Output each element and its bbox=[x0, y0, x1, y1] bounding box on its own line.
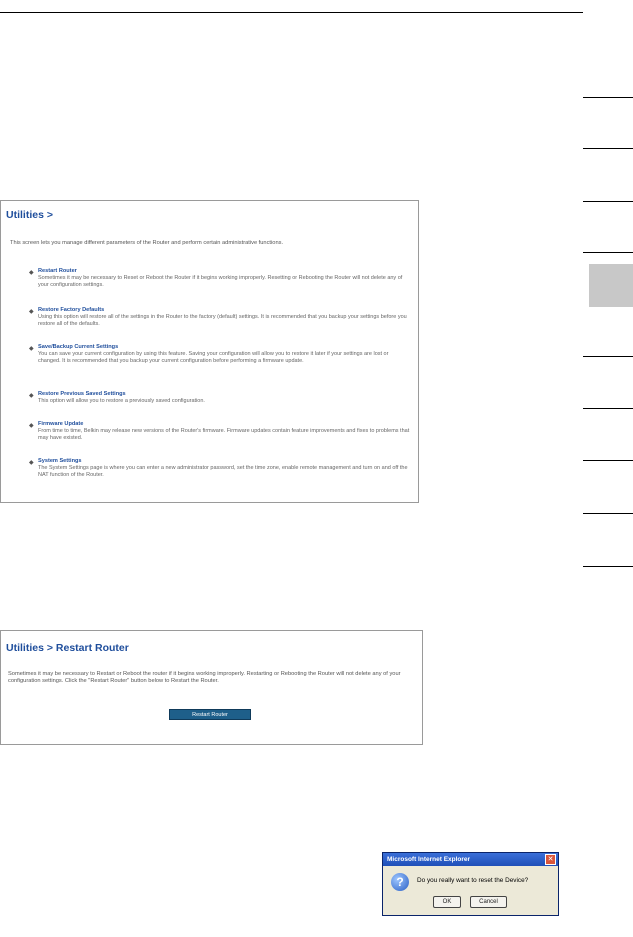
item-title[interactable]: Restore Factory Defaults bbox=[38, 307, 105, 313]
list-item bbox=[38, 421, 410, 442]
bullet-icon: ◆ bbox=[29, 393, 34, 399]
ok-button[interactable]: OK bbox=[433, 896, 461, 908]
dialog-titlebar bbox=[383, 853, 558, 866]
chapter-tab-divider bbox=[583, 148, 633, 149]
chapter-tab-divider bbox=[583, 566, 633, 567]
restart-description: Sometimes it may be necessary to Restart or Reboot the router if it begins working improperly. Restarting or Rebooting the Router will not delete any of your configuration settings. Click the "Restart Router" button below to Restart the Router. bbox=[8, 671, 401, 684]
panel-title: Utilities > bbox=[6, 209, 53, 221]
chapter-tab-divider bbox=[583, 408, 633, 409]
chapter-tab-divider bbox=[583, 356, 633, 357]
header-rule bbox=[0, 12, 583, 13]
dialog-message: Do you really want to reset the Device? bbox=[417, 877, 529, 884]
close-icon[interactable]: ✕ bbox=[545, 854, 556, 865]
item-title[interactable]: System Settings bbox=[38, 458, 82, 464]
question-icon: ? bbox=[391, 873, 409, 891]
bullet-icon: ◆ bbox=[29, 423, 34, 429]
chapter-tab-divider bbox=[583, 201, 633, 202]
bullet-icon: ◆ bbox=[29, 460, 34, 466]
bullet-icon: ◆ bbox=[29, 346, 34, 352]
chapter-tab-divider bbox=[583, 252, 633, 253]
chapter-tab-divider bbox=[583, 97, 633, 98]
item-desc: The System Settings page is where you can enter a new administrator password, set the time zone, enable remote management and turn on and off the NAT function of the Router. bbox=[38, 465, 408, 478]
item-title[interactable]: Firmware Update bbox=[38, 421, 84, 427]
bullet-icon: ◆ bbox=[29, 309, 34, 315]
list-item bbox=[38, 391, 410, 405]
utilities-panel bbox=[0, 200, 419, 503]
item-desc: Using this option will restore all of the settings in the Router to the factory (default) settings. It is recommended that you backup your settings before you restore all of the defaults. bbox=[38, 314, 407, 327]
item-title[interactable]: Save/Backup Current Settings bbox=[38, 344, 119, 350]
item-desc: You can save your current configuration by using this feature. Saving your configuration will allow you to restore it later if your settings are lost or changed. It is recommended that you backup your current configuration before performing a firmware update. bbox=[38, 351, 389, 364]
dialog-title: Microsoft Internet Explorer bbox=[387, 856, 471, 863]
item-desc: Sometimes it may be necessary to Reset or Reboot the Router if it begins working improperly. Resetting or Rebooting the Router will not delete any of your configuration settings. bbox=[38, 275, 403, 288]
list-item bbox=[38, 458, 410, 479]
restart-router-panel bbox=[0, 630, 423, 745]
chapter-tab-divider bbox=[583, 513, 633, 514]
bullet-icon: ◆ bbox=[29, 270, 34, 276]
chapter-tab-active bbox=[589, 264, 633, 307]
chapter-tab-divider bbox=[583, 460, 633, 461]
list-item bbox=[38, 307, 410, 328]
item-desc: This option will allow you to restore a previously saved configuration. bbox=[38, 398, 205, 404]
item-title[interactable]: Restart Router bbox=[38, 268, 77, 274]
list-item bbox=[38, 344, 410, 365]
item-title[interactable]: Restore Previous Saved Settings bbox=[38, 391, 126, 397]
list-item bbox=[38, 268, 410, 289]
cancel-button[interactable]: Cancel bbox=[470, 896, 507, 908]
panel-title: Utilities > Restart Router bbox=[6, 642, 129, 654]
item-desc: From time to time, Belkin may release new versions of the Router's firmware. Firmware updates contain feature improvements and fixes to problems that may have existed. bbox=[38, 428, 410, 441]
restart-router-button[interactable]: Restart Router bbox=[169, 709, 251, 720]
confirm-dialog bbox=[382, 852, 559, 916]
panel-intro: This screen lets you manage different parameters of the Router and perform certain administrative functions. bbox=[10, 240, 284, 246]
